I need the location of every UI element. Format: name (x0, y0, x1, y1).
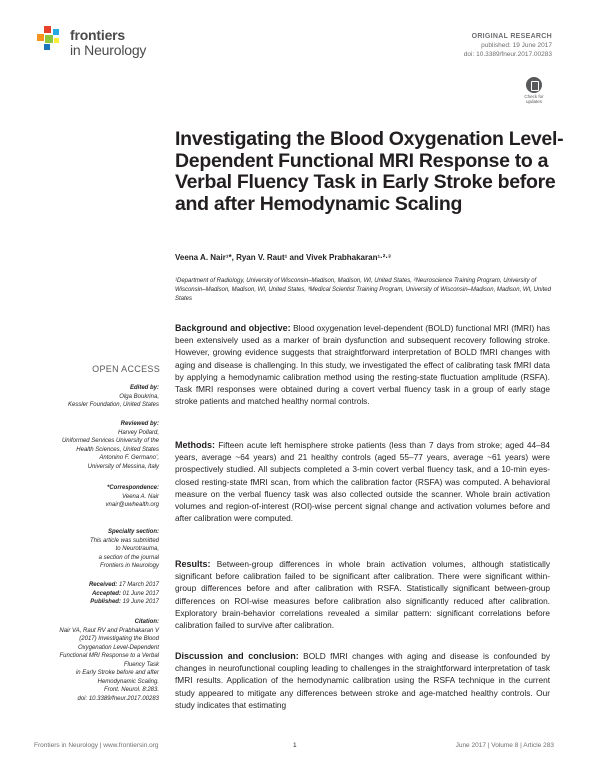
page-number: 1 (293, 742, 297, 749)
citation-line: Hemodynamic Scaling. (97, 678, 159, 685)
specialty-line: This article was submitted (89, 537, 159, 544)
check-updates-label: Check for updates (524, 94, 544, 104)
abstract-discussion (175, 650, 550, 711)
logo-square-green (45, 35, 53, 43)
citation-line: (2017) Investigating the Blood (79, 636, 159, 642)
reviewed-by-block (9, 420, 159, 471)
reviewed-by-heading: Reviewed by: (120, 421, 159, 427)
citation-line: Fluency Task (123, 661, 159, 668)
affiliations: ¹Department of Radiology, University of Wisconsin–Madison, Madison, WI, United States, ²Neuroscience Training Program, University of Wisconsin–Madison, Madison, WI, United States, ³Medical Scientist Training Program, University of Wisconsin–Madison, Madison, WI, United States (175, 278, 551, 302)
editor-line: Kessler Foundation, United States (67, 402, 159, 408)
specialty-heading: Specialty section: (107, 529, 159, 535)
results-text: Between-group differences in whole brain activation volumes, although statistically significant before calibration failed to be significant after calibration. There were significant within-group differences before and after calibration with RSFA. Statistically significant between-group differences on ROI-wise measures before calibration also significantly reduced after calibration. Exploratory brain-behavior correlations revealed a similar pattern: significant correlations before calibration failed to survive after calibration. (175, 559, 550, 631)
author-list: Veena A. Nair¹*, Ryan V. Raut¹ and Vivek Prabhakaran¹·²·³ (175, 253, 391, 262)
abstract-background (175, 322, 550, 407)
article-type: ORIGINAL RESEARCH (471, 33, 552, 40)
journal-name-line2: in Neurology (70, 42, 147, 58)
reviewer-line: University of Messina, Italy (87, 463, 159, 470)
reviewer-line: Harvey Pollard, (117, 429, 159, 436)
logo-square-red (44, 26, 51, 33)
footer-journal[interactable]: Frontiers in Neurology | www.frontiersin.org (34, 742, 159, 749)
open-access-label: OPEN ACCESS (92, 364, 160, 374)
methods-heading: Methods: (175, 440, 215, 450)
logo-square-darkblue (44, 44, 50, 50)
background-heading: Background and objective: (175, 323, 291, 333)
logo-square-yellow (54, 38, 59, 43)
reviewer-line: Antonino F. Germano’, (99, 455, 159, 461)
edited-by-heading: Edited by: (129, 385, 159, 391)
logo-square-blue (53, 29, 59, 35)
citation-heading: Citation: (134, 619, 159, 625)
edited-by-block (9, 384, 159, 410)
article-meta (464, 32, 552, 59)
frontiers-logo-icon (34, 24, 68, 58)
check-updates-icon (526, 77, 542, 93)
citation-line: Functional MRI Response to a Verbal (59, 653, 159, 659)
check-for-updates-button[interactable] (519, 77, 549, 109)
methods-text: Fifteen acute left hemisphere stroke patients (less than 7 days from stroke; aged 44–84 years, average ~64 years) and 21 healthy controls (aged 55–77 years, average ~61 years) were prospectively studied. All subjects completed a 3-min covert verbal fluency task, and a 10-min eyes-closed resting-state fMRI scan, from which the calibration factor (RSFA) was computed. A behavioral measure on the verbal fluency task was also collected outside the scanner. Whole brain activation volumes and region-of-interest (ROI)-wise percent signal change and activation volumes before and after calibration were computed. (175, 440, 551, 524)
citation-line: Oxygenation Level-Dependent (77, 644, 159, 651)
background-text: Blood oxygenation level-dependent (BOLD) functional MRI (fMRI) has been extensively used as a marker of brain dysfunction and subsequent recovery following stroke. However, growing evidence suggests that straightforward interpretation of BOLD fMRI changes with aging and disease is challenging. In this study, we investigated the effect of calibrating task fMRI data by applying a hemodynamic calibration method using the resting-state fluctuation amplitude (RSFA). Task fMRI responses were obtained during a covert verbal fluency task in a group of early stage stroke patients and matched healthy normal controls. (175, 323, 550, 407)
journal-name-line1: frontiers (70, 27, 125, 43)
citation-line: Front. Neurol. 8:283. (103, 687, 159, 693)
correspondence-block (9, 484, 159, 510)
correspondence-heading: *Correspondence: (106, 485, 159, 491)
discussion-heading: Discussion and conclusion: (175, 651, 299, 661)
article-doi[interactable]: doi: 10.3389/fneur.2017.00283 (463, 51, 552, 58)
journal-name[interactable] (70, 28, 146, 58)
published-date: published: 19 June 2017 (481, 42, 552, 49)
correspondence-email[interactable]: vnair@uwhealth.org (105, 502, 159, 508)
citation-doi[interactable]: doi: 10.3389/fneur.2017.00283 (77, 695, 159, 702)
footer-volume: June 2017 | Volume 8 | Article 283 (455, 742, 554, 749)
citation-block (9, 618, 159, 703)
article-title: Investigating the Blood Oxygenation Level-Dependent Functional MRI Response to a Verbal Fluency Task in Early Stroke before and after Hemodynamic Scaling (175, 128, 564, 215)
specialty-line: a section of the journal (98, 554, 159, 561)
published-date-side: Published: 19 June 2017 (90, 599, 159, 605)
specialty-block (9, 528, 159, 571)
accepted-date: Accepted: 01 June 2017 (91, 590, 159, 597)
reviewer-line: Health Sciences, United States (76, 446, 159, 453)
specialty-line: Frontiers in Neurology (99, 563, 159, 569)
specialty-line: to Neurotrauma, (115, 546, 159, 552)
editor-line: Olga Boukrina, (119, 393, 159, 400)
abstract-methods (175, 439, 550, 524)
discussion-text: BOLD fMRI changes with aging and disease is confounded by changes in neurofunctional coupling leading to challenges in the straightforward interpretation of task fMRI results. Application of the hemodynamic calibration using the RSFA technique in the current study appeared to mitigate any differences between stroke and age-matched healthy controls. Our study indicates that estimating (175, 651, 550, 710)
reviewer-line: Uniformed Services University of the (61, 438, 159, 444)
logo-square-orange (37, 34, 44, 41)
correspondence-name: Veena A. Nair (122, 493, 159, 500)
received-date: Received: 17 March 2017 (88, 582, 159, 588)
dates-block (9, 581, 159, 607)
citation-line: Nair VA, Raut RV and Prabhakaran V (59, 627, 159, 634)
results-heading: Results: (175, 559, 211, 569)
abstract-results (175, 558, 550, 631)
citation-line: in Early Stroke before and after (75, 670, 159, 676)
